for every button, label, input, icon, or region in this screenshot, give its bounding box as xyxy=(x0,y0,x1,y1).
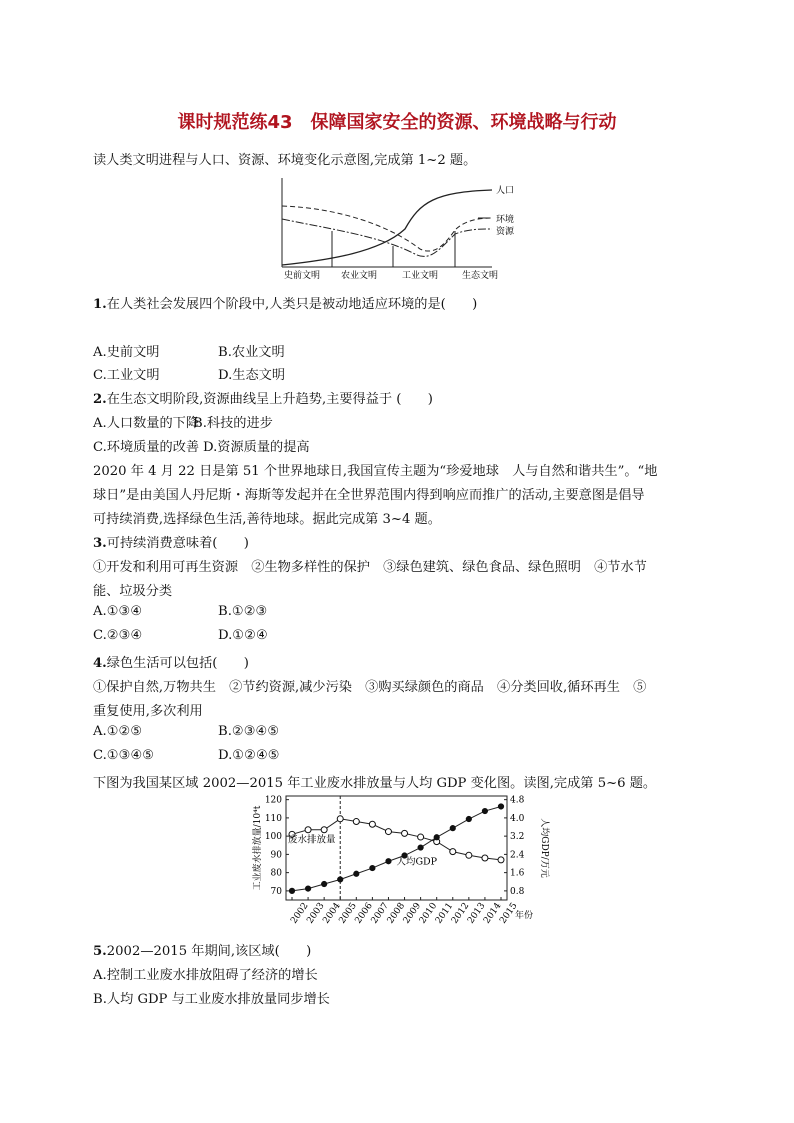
plot-frame xyxy=(286,796,507,900)
data-point xyxy=(321,827,327,833)
tick-label-x: 2013 xyxy=(466,901,488,926)
q3-options-row xyxy=(93,604,267,619)
data-point xyxy=(386,859,391,864)
tick-label-x: 2015 xyxy=(498,901,520,926)
tick-label-right: 4.8 xyxy=(510,795,525,806)
q3-statements: 能、垃圾分类 xyxy=(93,584,173,599)
tick-label-x: 2012 xyxy=(450,901,472,926)
data-point xyxy=(289,888,294,893)
series-label: 人均GDP xyxy=(396,856,438,868)
series-label: 废水排放量 xyxy=(288,834,336,846)
x-axis-label: 年份 xyxy=(515,911,534,921)
intro-2-line: 2020 年 4 月 22 日是第 51 个世界地球日,我国宣传主题为“珍爱地球 人与自然和谐共生”。“地 xyxy=(93,464,658,479)
option-c[interactable]: C.工业文明 xyxy=(93,368,160,383)
q1-options-row xyxy=(93,341,285,360)
question-1: 1.在人类社会发展四个阶段中,人类只是被动地适应环境的是( ) xyxy=(93,297,478,312)
data-point xyxy=(498,804,503,809)
tick-label-x: 2011 xyxy=(433,901,456,926)
label-environment: 环境 xyxy=(496,215,515,225)
tick-label-x: 2010 xyxy=(417,901,440,926)
option-a[interactable]: A.①②⑤ xyxy=(93,724,143,739)
data-point xyxy=(418,834,424,840)
question-5: 5.2002—2015 年期间,该区域( ) xyxy=(93,944,312,959)
tick-label-left: 90 xyxy=(270,850,282,861)
tick-label-left: 100 xyxy=(264,832,282,843)
y-axis-label-left: 工业废水排放量/10⁴t xyxy=(253,805,263,891)
y-axis-label-right: 人均GDP/万元 xyxy=(539,818,549,878)
q2-options-row xyxy=(93,436,310,455)
q3-options-row xyxy=(93,628,268,643)
data-point xyxy=(450,849,456,855)
tick-label-x: 2002 xyxy=(289,901,311,926)
q4-statements: ①保护自然,万物共生 ②节约资源,减少污染 ③购买绿颜色的商品 ④分类回收,循环再生 ⑤ xyxy=(93,680,647,695)
tick-label-x: 2006 xyxy=(353,901,375,926)
q4-statements: 重复使用,多次利用 xyxy=(93,704,203,719)
option-b[interactable]: B.农业文明 xyxy=(218,345,285,360)
data-point xyxy=(482,808,487,813)
q4-options-row xyxy=(93,724,279,739)
data-point xyxy=(482,855,488,861)
data-point xyxy=(305,827,311,833)
option-a[interactable]: A.①③④ xyxy=(93,604,143,619)
option-a[interactable]: A.人口数量的下降 xyxy=(93,416,200,431)
tick-label-x: 2008 xyxy=(385,901,408,926)
data-point xyxy=(305,886,310,891)
tick-label-x: 2014 xyxy=(482,901,504,926)
data-point xyxy=(338,877,343,882)
q2-options-row xyxy=(93,412,273,431)
data-point xyxy=(370,865,375,870)
question-4: 4.绿色生活可以包括( ) xyxy=(93,656,249,671)
question-2: 2.在生态文明阶段,资源曲线呈上升趋势,主要得益于 ( ) xyxy=(93,392,433,407)
tick-label-left: 120 xyxy=(264,795,282,806)
tick-label-x: 2007 xyxy=(369,901,391,926)
intro-3: 下图为我国某区域 2002—2015 年工业废水排放量与人均 GDP 变化图。读图,完成第 5~6 题。 xyxy=(93,776,657,791)
data-point xyxy=(498,857,504,863)
option-c[interactable]: C.②③④ xyxy=(93,628,143,643)
tick-label-left: 70 xyxy=(270,886,282,897)
resource-curve xyxy=(282,219,492,256)
data-point xyxy=(466,816,471,821)
data-point xyxy=(450,826,455,831)
tick-label-right: 2.4 xyxy=(510,850,525,861)
option-c[interactable]: C.①③④⑤ xyxy=(93,748,155,763)
tick-label-x: 2005 xyxy=(337,901,359,926)
option-c[interactable]: C.环境质量的改善 xyxy=(93,440,200,455)
data-point xyxy=(322,881,327,886)
tick-label-right: 4.0 xyxy=(510,813,525,824)
data-point xyxy=(369,821,375,827)
q1-options-row xyxy=(93,364,285,383)
option-b[interactable]: B.人均 GDP 与工业废水排放量同步增长 xyxy=(93,992,330,1007)
tick-label-left: 80 xyxy=(270,868,282,879)
option-d[interactable]: D.生态文明 xyxy=(218,368,286,383)
option-a[interactable]: A.史前文明 xyxy=(93,345,160,360)
q4-options-row xyxy=(93,748,280,763)
population-curve xyxy=(282,190,492,265)
data-point xyxy=(353,819,359,825)
option-b[interactable]: B.①②③ xyxy=(218,604,268,619)
option-a[interactable]: A.控制工业废水排放阻碍了经济的增长 xyxy=(93,968,318,983)
intro-2-line: 球日”是由美国人丹尼斯・海斯等发起并在全世界范围内得到响应而推广的活动,主要意图是倡导 xyxy=(93,488,645,503)
stage-label: 生态文明 xyxy=(462,271,499,281)
tick-label-right: 3.2 xyxy=(510,832,525,843)
tick-label-left: 110 xyxy=(264,813,282,824)
tick-label-right: 1.6 xyxy=(510,868,525,879)
q3-statements: ①开发和利用可再生资源 ②生物多样性的保护 ③绿色建筑、绿色食品、绿色照明 ④节水节 xyxy=(93,560,647,575)
stage-label: 史前文明 xyxy=(284,271,321,281)
stage-label: 农业文明 xyxy=(341,271,378,281)
data-point xyxy=(354,871,359,876)
stage-label: 工业文明 xyxy=(402,271,439,281)
data-point xyxy=(402,830,408,836)
intro-2-line: 可持续消费,选择绿色生活,善待地球。据此完成第 3~4 题。 xyxy=(93,512,441,527)
question-3: 3.可持续消费意味着( ) xyxy=(93,536,249,551)
data-point xyxy=(337,816,343,822)
tick-label-x: 2003 xyxy=(305,901,327,926)
option-d[interactable]: D.①②④⑤ xyxy=(218,748,280,763)
option-b[interactable]: B.②③④⑤ xyxy=(218,724,280,739)
data-point xyxy=(418,845,423,850)
data-point xyxy=(434,835,439,840)
data-point xyxy=(466,852,472,858)
data-point xyxy=(385,829,391,835)
tick-label-right: 0.8 xyxy=(510,886,525,897)
option-d[interactable]: D.①②④ xyxy=(218,628,268,643)
page-title: 课时规范练43 保障国家安全的资源、环境战略与行动 xyxy=(177,112,617,133)
option-d[interactable]: D.资源质量的提高 xyxy=(203,440,310,455)
option-b[interactable]: B.科技的进步 xyxy=(193,416,273,431)
label-population: 人口 xyxy=(496,186,515,196)
intro-1: 读人类文明进程与人口、资源、环境变化示意图,完成第 1~2 题。 xyxy=(93,153,477,168)
environment-curve xyxy=(282,206,492,251)
tick-label-x: 2009 xyxy=(401,901,424,926)
wastewater-gdp-chart xyxy=(250,790,550,936)
civilization-chart xyxy=(270,174,530,284)
label-resource: 资源 xyxy=(496,227,515,237)
tick-label-x: 2004 xyxy=(321,901,343,926)
